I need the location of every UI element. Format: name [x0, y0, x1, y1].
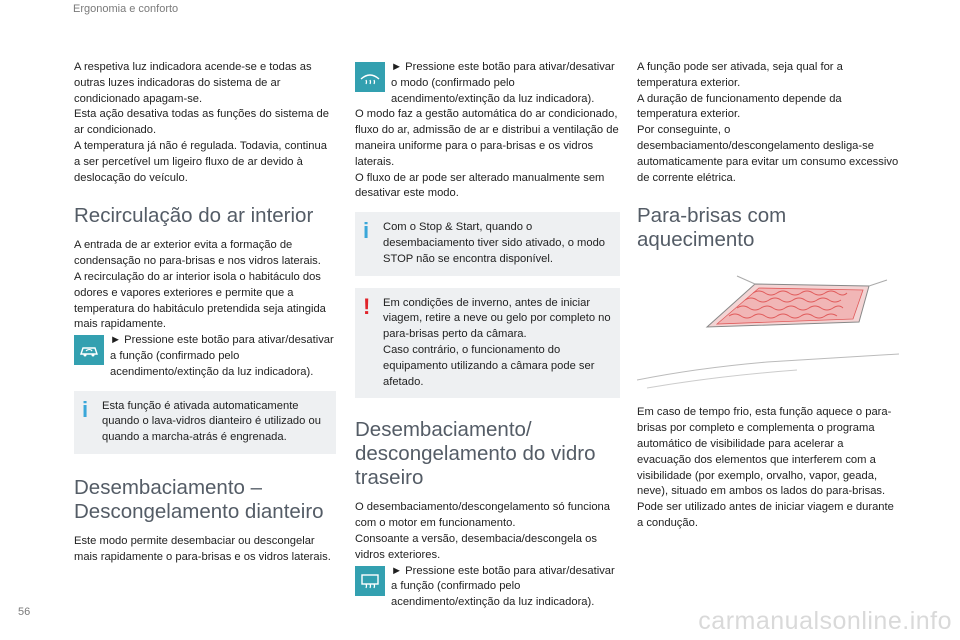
section-heading-heated-windscreen: Para-brisas com aquecimento [637, 204, 787, 252]
running-header: Ergonomia e conforto [73, 3, 179, 15]
paragraph: Este modo permite desembaciar ou descongelar mais rapidamente o para-brisas e os vidros laterais. [74, 534, 331, 563]
heated-windscreen-illustration [637, 272, 899, 392]
instruction-text: ► Pressione este botão para ativar/desativar o modo (confirmado pelo acendimento/extinção da luz indicadora). [391, 61, 615, 105]
paragraph: A temperatura já não é regulada. Todavia, continua a ser percetível um ligeiro fluxo de ar devido à deslocação do veículo. [74, 139, 327, 184]
instruction-text: ► Pressione este botão para ativar/desativar a função (confirmado pelo acendimento/extinção da luz indicadora). [391, 564, 615, 609]
paragraph: O desembaciamento/descongelamento só funciona com o motor em funcionamento. [355, 501, 610, 530]
paragraph: A função pode ser ativada, seja qual for a temperatura exterior. [637, 61, 843, 89]
column-2 [355, 60, 620, 611]
paragraph: Esta ação desativa todas as funções do sistema de ar condicionado. [74, 108, 329, 137]
paragraph: O modo faz a gestão automática do ar condicionado, fluxo do ar, admissão de ar e distribui a ventilação de maneira uniforme para o para-brisas e os vidros laterais. [355, 108, 619, 168]
recirculation-icon [74, 335, 104, 365]
column-1 [74, 60, 336, 566]
rear-defrost-icon [355, 566, 385, 596]
paragraph: A respetiva luz indicadora acende-se e todas as outras luzes indicadoras do sistema de ar condicionado apagam-se. [74, 61, 312, 105]
section-heading-rear-defrost: Desembaciamento/ descongelamento do vidro traseiro [355, 418, 596, 490]
button-instruction [355, 60, 620, 107]
info-icon: i [363, 218, 370, 244]
info-icon: i [82, 396, 89, 422]
paragraph: Consoante a versão, desembacia/descongela os vidros exteriores. [355, 532, 597, 561]
note-text: Com o Stop & Start, quando o desembaciamento tiver sido ativado, o modo STOP não se encontra disponível. [383, 221, 606, 265]
warning-note [355, 288, 620, 399]
paragraph: Em caso de tempo frio, esta função aquece o para-brisas por completo e complementa o programa automático de visibilidade para acelerar a evacuação dos elementos que interferem com a visibilidade (por exemplo, orvalho, vapor, geada, neve), situado em ambos os lados do para-brisas. Pode ser utilizado antes de iniciar viagem e durante a condução. [637, 406, 894, 529]
info-note [355, 212, 620, 275]
info-note [74, 391, 336, 454]
page-number: 56 [18, 606, 31, 618]
paragraph: O fluxo de ar pode ser alterado manualmente sem desativar este modo. [355, 171, 605, 200]
paragraph: A entrada de ar exterior evita a formação de condensação no para-brisas e nos vidros laterais. [74, 239, 321, 268]
note-text: Esta função é ativada automaticamente quando o lava-vidros dianteiro é utilizado ou quando a marcha-atrás é engrenada. [102, 399, 321, 444]
instruction-text: ► Pressione este botão para ativar/desativar a função (confirmado pelo acendimento/extinção da luz indicadora). [110, 334, 334, 378]
button-instruction [74, 333, 336, 380]
watermark: carmanualsonline.info [698, 607, 952, 635]
note-text: Caso contrário, o funcionamento do equipamento utilizando a câmara pode ser afetado. [383, 343, 595, 388]
note-text: Em condições de inverno, antes de iniciar viagem, retire a neve ou gelo por completo no para-brisas perto da câmara. [383, 296, 611, 341]
paragraph: Por conseguinte, o desembaciamento/descongelamento desliga-se automaticamente para evitar um consumo excessivo de corrente elétrica. [637, 124, 899, 184]
paragraph: A duração de funcionamento depende da temperatura exterior. [637, 92, 842, 121]
button-instruction [355, 564, 620, 611]
column-3 [637, 60, 899, 532]
warning-icon: ! [363, 293, 371, 319]
section-heading-front-defrost: Desembaciamento – Descongelamento dianteiro [74, 475, 324, 523]
paragraph: A recirculação do ar interior isola o habitáculo dos odores e vapores exteriores e permite que a temperatura do habitáculo pretendida seja atingida mais rapidamente. [74, 270, 326, 331]
section-heading-recirculation: Recirculação do ar interior [74, 204, 314, 228]
front-defrost-icon [355, 62, 385, 92]
